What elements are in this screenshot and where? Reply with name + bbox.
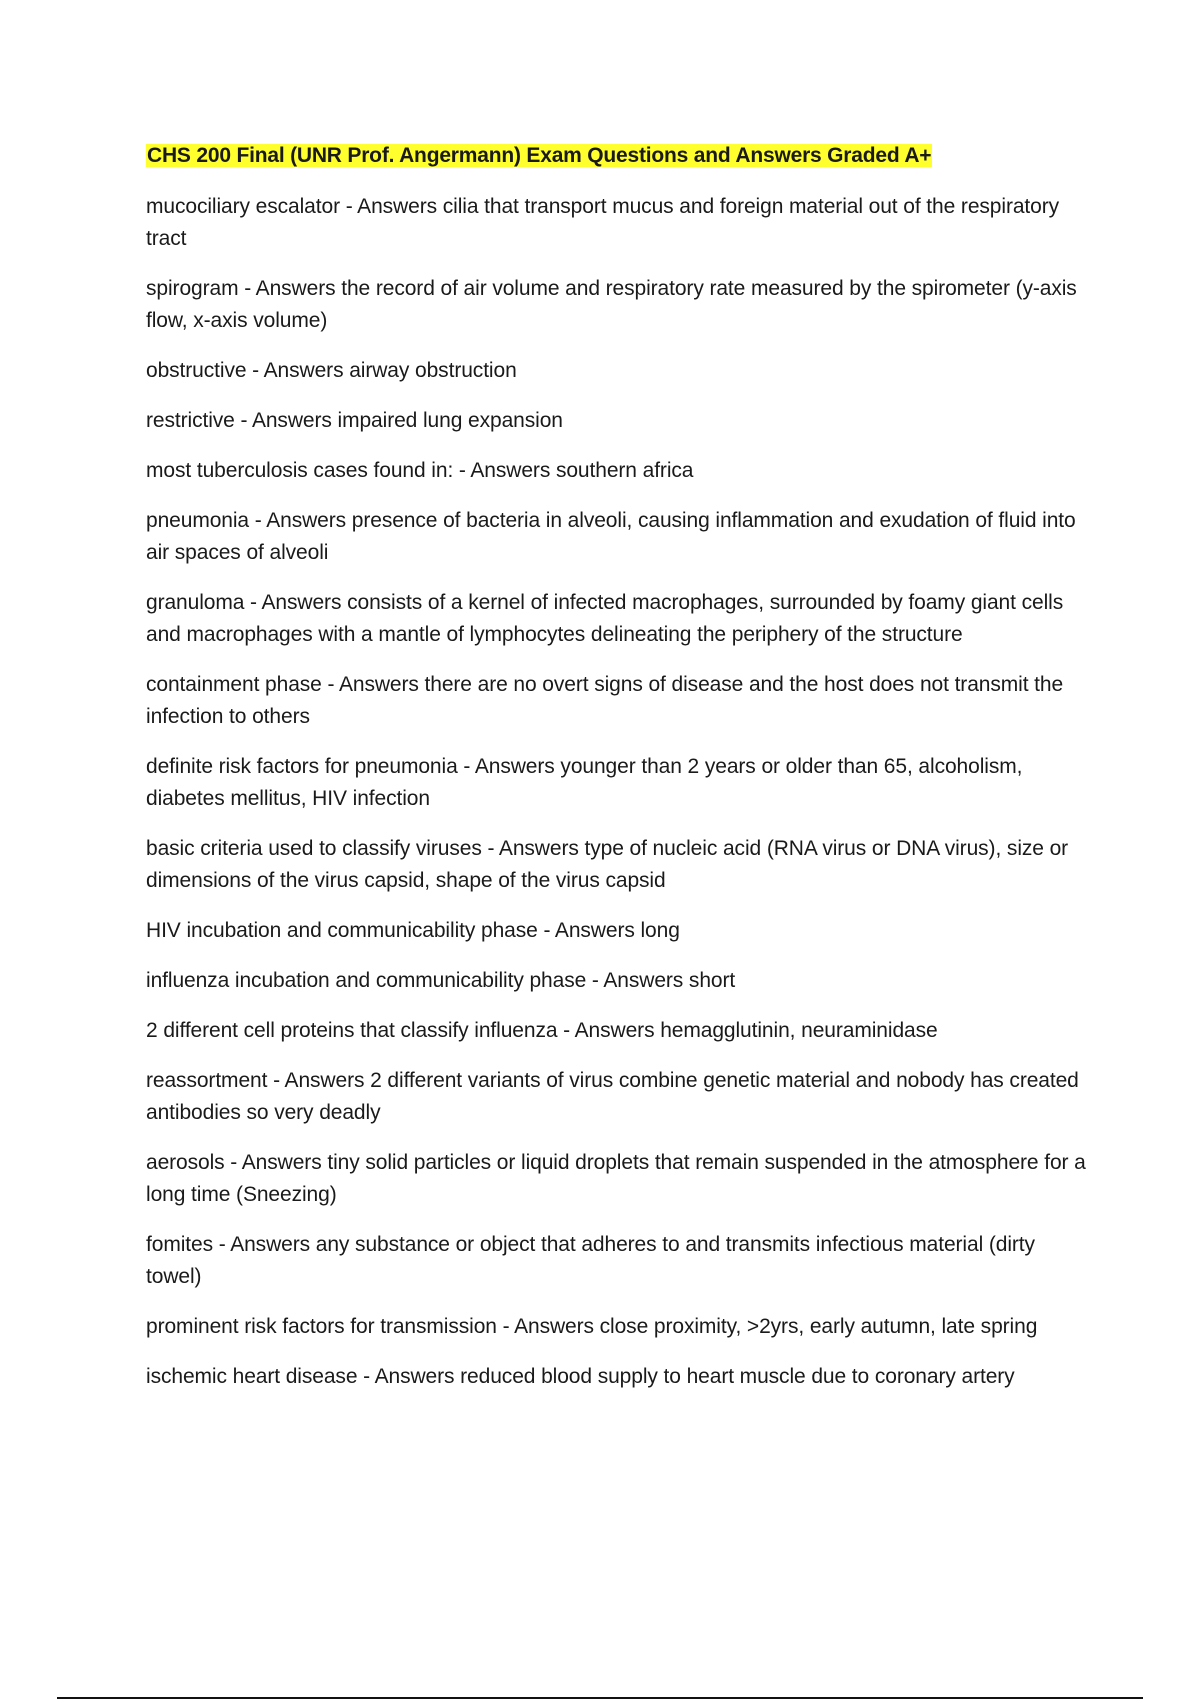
qa-entry: definite risk factors for pneumonia - Answers younger than 2 years or older than 65, alcoholism, diabetes mellitus, HIV infection bbox=[146, 755, 1023, 810]
qa-entry: 2 different cell proteins that classify influenza - Answers hemagglutinin, neuraminidase bbox=[146, 1019, 938, 1042]
document-title: CHS 200 Final (UNR Prof. Angermann) Exam Questions and Answers Graded A+ bbox=[147, 144, 932, 167]
qa-entry: aerosols - Answers tiny solid particles or liquid droplets that remain suspended in the atmosphere for a long time (Sneezing) bbox=[146, 1151, 1086, 1206]
qa-entry: granuloma - Answers consists of a kernel of infected macrophages, surrounded by foamy giant cells and macrophages with a mantle of lymphocytes delineating the periphery of the structure bbox=[146, 591, 1064, 646]
qa-list bbox=[146, 191, 1096, 1393]
qa-entry: spirogram - Answers the record of air volume and respiratory rate measured by the spirometer (y-axis flow, x-axis volume) bbox=[146, 277, 1077, 332]
qa-entry: containment phase - Answers there are no overt signs of disease and the host does not transmit the infection to others bbox=[146, 673, 1064, 728]
qa-entry: most tuberculosis cases found in: - Answers southern africa bbox=[146, 459, 694, 482]
qa-entry: influenza incubation and communicability phase - Answers short bbox=[146, 969, 736, 992]
qa-entry: prominent risk factors for transmission - Answers close proximity, >2yrs, early autumn, late spring bbox=[146, 1315, 1038, 1338]
qa-entry: HIV incubation and communicability phase - Answers long bbox=[146, 919, 680, 942]
qa-entry: mucociliary escalator - Answers cilia that transport mucus and foreign material out of the respiratory tract bbox=[146, 195, 1060, 250]
qa-entry: restrictive - Answers impaired lung expansion bbox=[146, 409, 563, 432]
qa-entry: obstructive - Answers airway obstruction bbox=[146, 359, 517, 382]
qa-entry: basic criteria used to classify viruses - Answers type of nucleic acid (RNA virus or DNA virus), size or dimensions of the virus capsid, shape of the virus capsid bbox=[146, 837, 1069, 892]
page-bottom-rule bbox=[57, 1697, 1143, 1699]
title-wrap bbox=[146, 140, 1096, 174]
qa-entry: fomites - Answers any substance or object that adheres to and transmits infectious material (dirty towel) bbox=[146, 1233, 1035, 1288]
qa-entry: ischemic heart disease - Answers reduced blood supply to heart muscle due to coronary artery bbox=[146, 1365, 1015, 1388]
page-content bbox=[146, 140, 1096, 1411]
qa-entry: reassortment - Answers 2 different variants of virus combine genetic material and nobody has created antibodies so very deadly bbox=[146, 1069, 1079, 1124]
qa-entry: pneumonia - Answers presence of bacteria in alveoli, causing inflammation and exudation of fluid into air spaces of alveoli bbox=[146, 509, 1076, 564]
